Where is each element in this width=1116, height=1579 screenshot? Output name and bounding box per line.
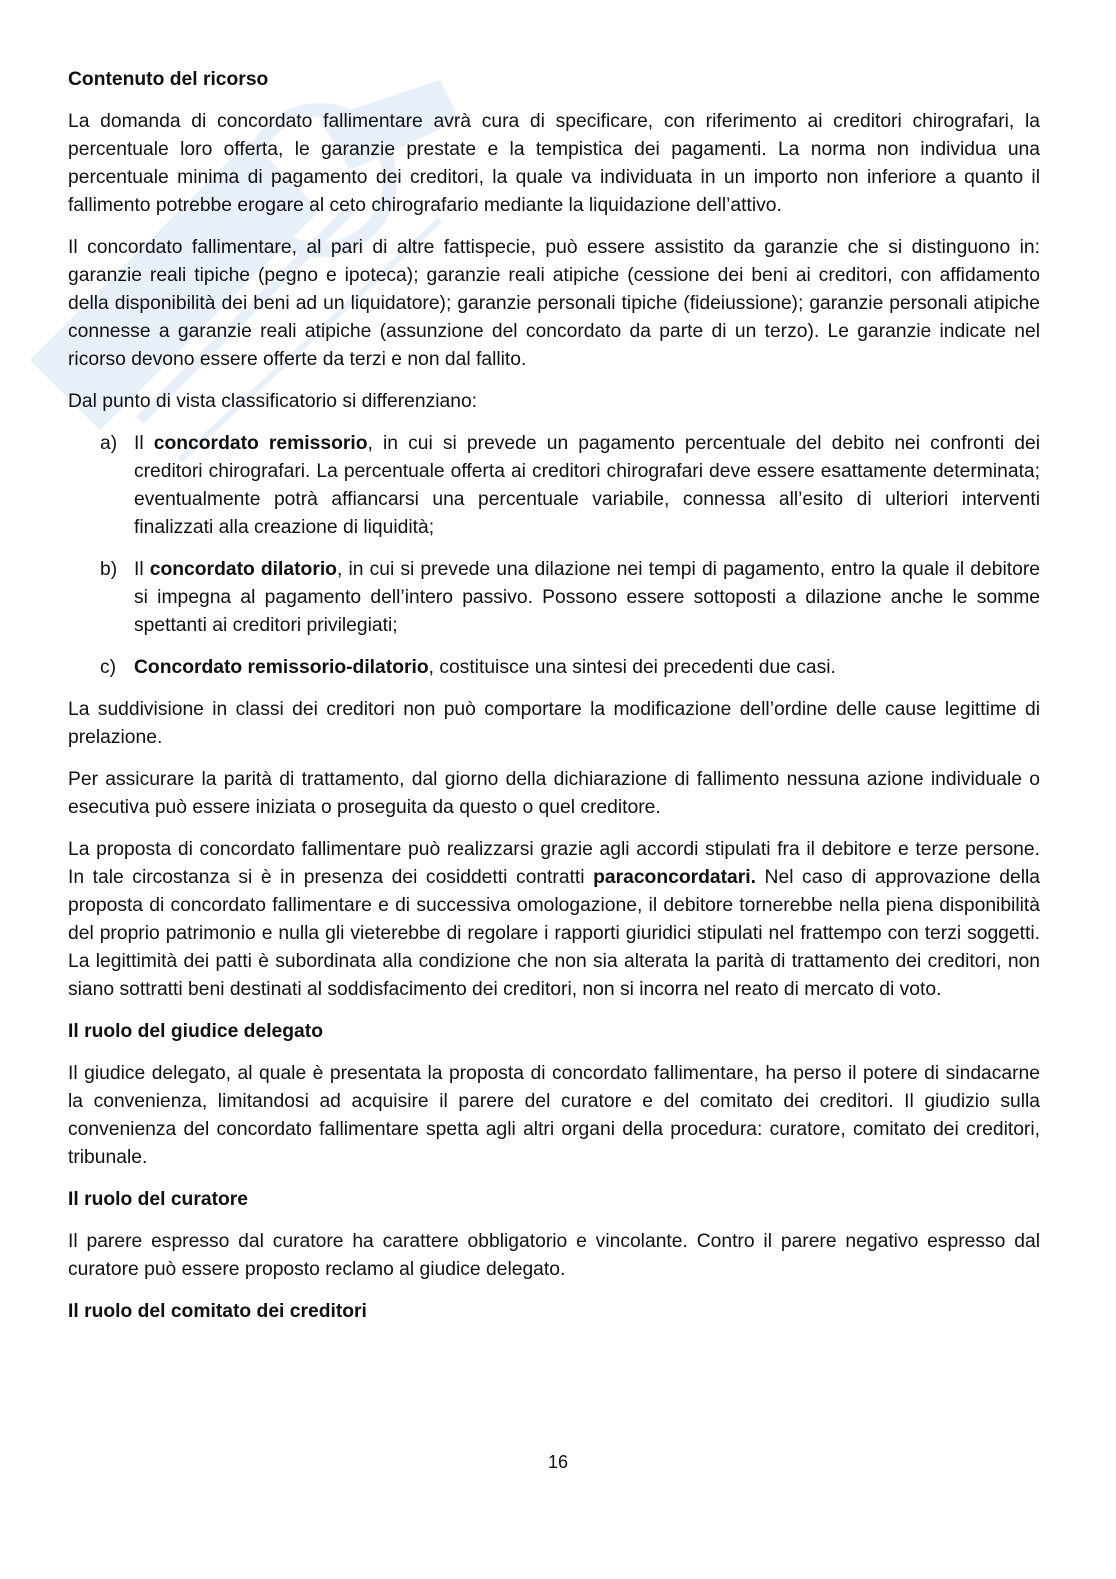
list-item-text: , costituisce una sintesi dei precedenti due casi. [428, 657, 836, 678]
list-item-prefix: Il [134, 559, 150, 580]
document-body [68, 66, 1040, 1340]
list-marker: a) [100, 433, 118, 454]
paragraph-text: Nel caso di approvazione della proposta di concordato fallimentare e di successiva omologazione, il debitore tornerebbe nella piena disponibilità del proprio patrimonio e nulla gli vieterebbe di regolare i rapporti giuridici stipulati nel frattempo con terzi soggetti. La legittimità dei patti è subordinata alla condizione che non sia alterata la parità di trattamento dei creditori, non siano sottratti beni destinati al soddisfacimento dei creditori, non si incorra nel reato di mercato di voto. [68, 867, 1040, 1000]
page-number: 16 [547, 1452, 569, 1472]
section-heading-comitato: Il ruolo del comitato dei creditori [68, 1301, 367, 1322]
paragraph: La domanda di concordato fallimentare avrà cura di specificare, con riferimento ai creditori chirografari, la percentuale loro offerta, le garanzie prestate e la tempistica dei pagamenti. La norma non individua una percentuale minima di pagamento dei creditori, la quale va individuata in un importo non inferiore a quanto il fallimento potrebbe erogare al ceto chirografario mediante la liquidazione dell’attivo. [68, 111, 1040, 216]
list-item-term: concordato dilatorio [149, 559, 337, 580]
paragraph [68, 836, 1040, 1004]
classification-list [68, 430, 1040, 682]
list-item-text: , in cui si prevede un pagamento percentuale del debito nei confronti dei creditori chirografari. La percentuale offerta ai creditori chirografari deve essere esattamente determinata; eventualmente potrà affiancarsi una percentuale variabile, connessa all’esito di ulteriori interventi finalizzati alla creazione di liquidità; [134, 433, 1040, 538]
section-heading-giudice: Il ruolo del giudice delegato [68, 1021, 323, 1042]
section-heading-curatore: Il ruolo del curatore [68, 1189, 248, 1210]
paragraph: La suddivisione in classi dei creditori non può comportare la modificazione dell’ordine delle cause legittime di prelazione. [68, 699, 1040, 748]
list-item [68, 430, 1040, 542]
paragraph-text: La proposta di concordato fallimentare può realizzarsi grazie agli accordi stipulati fra il debitore e terze persone. In tale circostanza si è in presenza dei cosiddetti contratti [68, 839, 1040, 888]
list-item-term: concordato remissorio [153, 433, 368, 454]
paragraph: Dal punto di vista classificatorio si differenziano: [68, 391, 478, 412]
list-item [68, 654, 1040, 682]
list-item-term: Concordato remissorio-dilatorio [134, 657, 429, 678]
paragraph: Il concordato fallimentare, al pari di altre fattispecie, può essere assistito da garanzie che si distinguono in: garanzie reali tipiche (pegno e ipoteca); garanzie reali atipiche (cessione dei beni ai creditori, con affidamento della disponibilità dei beni ad un liquidatore); garanzie personali tipiche (fideiussione); garanzie personali atipiche connesse a garanzie reali atipiche (assunzione del concordato da parte di un terzo). Le garanzie indicate nel ricorso devono essere offerte da terzi e non dal fallito. [68, 237, 1040, 370]
bold-term: paraconcordatari. [593, 867, 756, 888]
list-item-prefix: Il [134, 433, 154, 454]
list-marker: c) [100, 657, 117, 678]
paragraph: Il parere espresso dal curatore ha carattere obbligatorio e vincolante. Contro il parere negativo espresso dal curatore può essere proposto reclamo al giudice delegato. [68, 1231, 1040, 1280]
list-item-text: , in cui si prevede una dilazione nei tempi di pagamento, entro la quale il debitore si impegna al pagamento dell’intero passivo. Possono essere sottoposti a dilazione anche le somme spettanti ai creditori privilegiati; [134, 559, 1040, 636]
list-marker: b) [100, 559, 118, 580]
section-heading-ricorso: Contenuto del ricorso [68, 69, 269, 90]
list-item [68, 556, 1040, 640]
paragraph: Il giudice delegato, al quale è presentata la proposta di concordato fallimentare, ha perso il potere di sindacarne la convenienza, limitandosi ad acquisire il parere del curatore e del comitato dei creditori. Il giudizio sulla convenienza del concordato fallimentare spetta agli altri organi della procedura: curatore, comitato dei creditori, tribunale. [68, 1063, 1040, 1168]
paragraph: Per assicurare la parità di trattamento, dal giorno della dichiarazione di fallimento nessuna azione individuale o esecutiva può essere iniziata o proseguita da questo o quel creditore. [68, 769, 1040, 818]
